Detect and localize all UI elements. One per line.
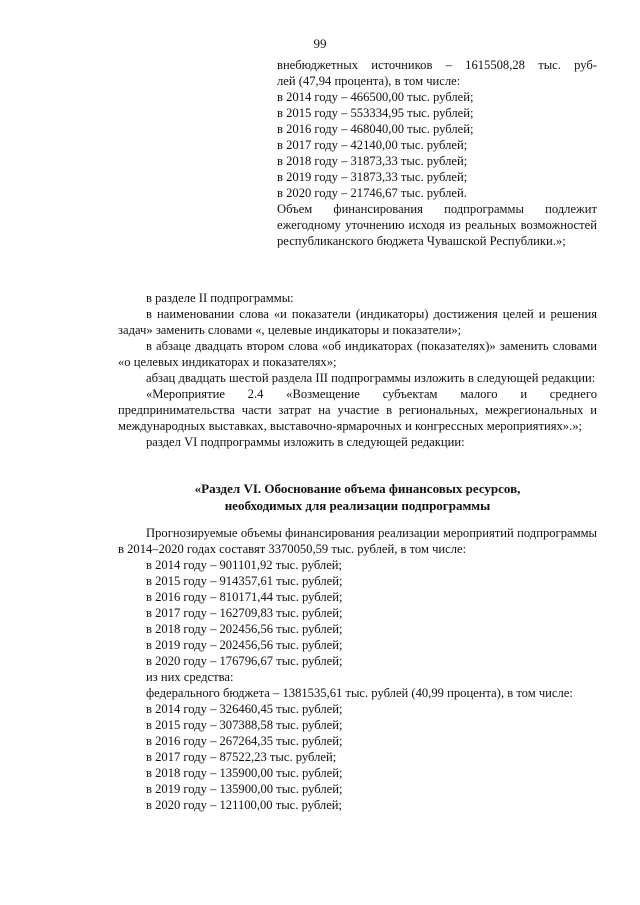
list-item: в 2014 году – 326460,45 тыс. рублей;: [146, 702, 343, 716]
top-year-line: в 2019 году – 31873,33 тыс. рублей;: [277, 170, 468, 184]
list-item: в 2019 году – 202456,56 тыс. рублей;: [146, 638, 343, 652]
amendments-block: [118, 290, 597, 450]
top-funding-block: [277, 57, 597, 249]
list-item: в 2017 году – 87522,23 тыс. рублей;: [146, 750, 337, 764]
page-number: 99: [313, 36, 327, 51]
para26-intro-paragraph: абзац двадцать шестой раздела III подпрограммы изложить в следующей редакции:: [146, 371, 596, 385]
top-year-line: в 2014 году – 466500,00 тыс. рублей;: [277, 90, 474, 104]
top-line: внебюджетных источников – 1615508,28 тыс. руб-: [277, 58, 597, 72]
section2-intro: в разделе II подпрограммы:: [146, 291, 294, 305]
list-item: в 2015 году – 914357,61 тыс. рублей;: [146, 574, 343, 588]
section-heading-line1: «Раздел VI. Обоснование объема финансовых ресурсов,: [194, 481, 521, 496]
funding-block: [118, 525, 597, 813]
list-item: в 2020 году – 176796,67 тыс. рублей;: [146, 654, 343, 668]
top-year-line: в 2018 году – 31873,33 тыс. рублей;: [277, 154, 468, 168]
list-item: в 2020 году – 121100,00 тыс. рублей;: [146, 798, 343, 812]
top-year-line: в 2020 году – 21746,67 тыс. рублей.: [277, 186, 467, 200]
measure-text-paragraph: «Мероприятие 2.4 «Возмещение субъектам малого и среднего предпринимательства части затрат на участие в региональных, межрегиональных и международных выставках, выставочно-ярмарочных и конгрессных мероприятиях».»;: [118, 387, 597, 433]
top-year-line: в 2015 году – 553334,95 тыс. рублей;: [277, 106, 474, 120]
list-item: в 2014 году – 901101,92 тыс. рублей;: [146, 558, 343, 572]
top-line: лей (47,94 процента), в том числе:: [277, 74, 461, 88]
sources-label: из них средства:: [146, 670, 234, 684]
funding-intro-paragraph: Прогнозируемые объемы финансирования реализации мероприятий подпрограммы в 2014–2020 годах составят 3370050,59 тыс. рублей, в том числе:: [118, 526, 597, 556]
top-year-line: в 2016 году – 468040,00 тыс. рублей;: [277, 122, 474, 136]
top-year-line: в 2017 году – 42140,00 тыс. рублей;: [277, 138, 468, 152]
list-item: в 2018 году – 135900,00 тыс. рублей;: [146, 766, 343, 780]
list-item: в 2016 году – 810171,44 тыс. рублей;: [146, 590, 343, 604]
list-item: в 2016 году – 267264,35 тыс. рублей;: [146, 734, 343, 748]
list-item: в 2015 году – 307388,58 тыс. рублей;: [146, 718, 343, 732]
list-item: в 2017 году – 162709,83 тыс. рублей;: [146, 606, 343, 620]
total-by-year-list: [118, 557, 597, 685]
para22-change-paragraph: в абзаце двадцать втором слова «об индикаторах (показателях)» заменить словами «о целевых индикаторах и показателях»;: [118, 339, 597, 369]
section-heading: [118, 480, 597, 514]
section-heading-line2: необходимых для реализации подпрограммы: [224, 498, 491, 513]
list-item: в 2019 году – 135900,00 тыс. рублей;: [146, 782, 343, 796]
naming-change-paragraph: в наименовании слова «и показатели (индикаторы) достижения целей и решения задач» заменить словами «, целевые индикаторы и показатели»;: [118, 307, 597, 337]
federal-by-year-list: [118, 701, 597, 813]
section6-intro-paragraph: раздел VI подпрограммы изложить в следующей редакции:: [146, 435, 465, 449]
top-closing-paragraph: Объем финансирования подпрограммы подлежит ежегодному уточнению исходя из реальных возможностей республиканского бюджета Чувашской Республики.»;: [277, 202, 597, 248]
federal-intro-paragraph: федерального бюджета – 1381535,61 тыс. рублей (40,99 процента), в том числе:: [146, 686, 573, 700]
list-item: в 2018 году – 202456,56 тыс. рублей;: [146, 622, 343, 636]
